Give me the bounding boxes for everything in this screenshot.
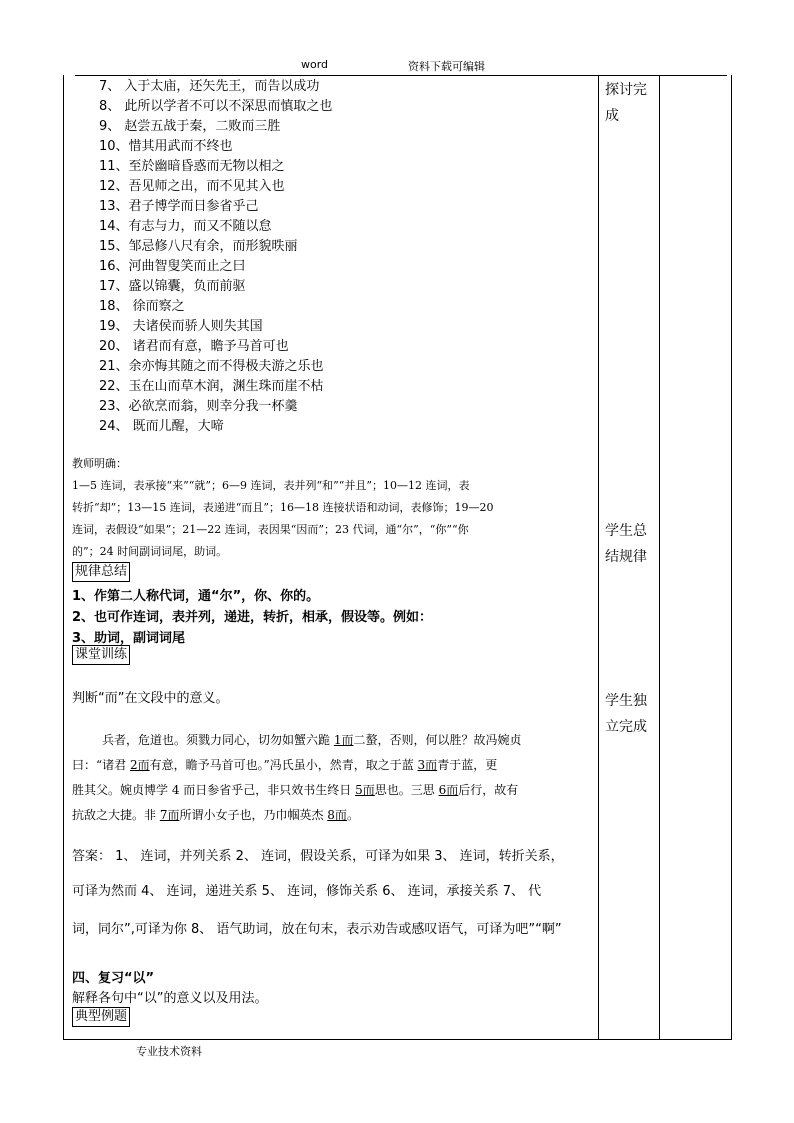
example-item: 18、 徐而察之 [99, 299, 185, 314]
example-item: 20、 诸君而有意，瞻予马首可也 [99, 339, 289, 354]
example-item: 16、河曲智叟笑而止之曰 [99, 259, 246, 274]
page-footer: 专业技术资料 [136, 1045, 202, 1058]
example-item: 17、盛以锦囊，负而前驱 [99, 279, 246, 294]
answer-line: 词，同尔”,可译为你 8、 语气助词，放在句末，表示劝告或感叹语气，可译为吧”“啊” [72, 922, 562, 937]
rule-summary-heading: 规律总结 [72, 562, 130, 582]
example-item: 15、邹忌修八尺有余，而形貌昳丽 [99, 239, 298, 254]
header-right: 资料下载可编辑 [408, 60, 485, 73]
example-item: 11、至於幽暗昏惑而无物以相之 [99, 159, 285, 174]
page-header [0, 58, 794, 74]
activity-note: 学生独 立完成 [605, 693, 647, 735]
passage-line: 胜其父。婉贞博学 4 而日参省乎己，非只效书生终日 5而思也。三思 6而后行，故有 [72, 783, 519, 797]
example-item: 7、 入于太庙，还矢先王，而告以成功 [99, 79, 320, 94]
example-item: 10、惜其用武而不终也 [99, 139, 233, 154]
passage-line: 抗敌之大捷。非 7而所谓小女子也，乃巾帼英杰 8而。 [72, 808, 359, 822]
column-divider [659, 75, 660, 1039]
content-cell [64, 75, 598, 1039]
rule-item: 2、也可作连词，表并列，递进，转折，相承，假设等。例如： [72, 610, 433, 625]
section4-prompt: 解释各句中“以”的意义以及用法。 [72, 991, 268, 1006]
lesson-table [63, 75, 732, 1040]
teacher-line: 转折“却”；13—15 连词，表递进“而且”；16—18 连接状语和动词，表修饰；19—20 [72, 501, 494, 514]
example-item: 8、 此所以学者不可以不深思而慎取之也 [99, 99, 333, 114]
teacher-line: 1—5 连词，表承接“来”“就”；6—9 连词，表并列“和”“并且”；10—12 连词，表 [72, 479, 470, 492]
practice-heading: 课堂训练 [72, 645, 130, 665]
passage-line: 兵者，危道也。须戮力同心，切勿如蟹六跪 1而二螯，否则，何以胜？故冯婉贞 [102, 733, 522, 747]
example-item: 23、必欲烹而翁，则幸分我一杯羹 [99, 399, 298, 414]
rule-item: 1、作第二人称代词，通“尔”，你、你的。 [72, 589, 320, 604]
example-item: 14、有志与力，而又不随以怠 [99, 219, 272, 234]
teacher-label: 教师明确： [72, 457, 127, 470]
example-item: 22、玉在山而草木润，渊生珠而崖不枯 [99, 379, 324, 394]
header-left: word [301, 58, 329, 71]
section4-title: 四、复习“以” [72, 971, 155, 986]
passage-line: 曰：“诸君 2而有意，瞻予马首可也。”冯氏虽小，然青，取之于蓝 3而青于蓝，更 [72, 758, 498, 772]
answer-line: 可译为然而 4、 连词，递进关系 5、 连词，修饰关系 6、 连词，承接关系 7、 代 [72, 884, 542, 899]
example-item: 24、 既而儿醒，大啼 [99, 419, 224, 434]
example-item: 9、 赵尝五战于秦，二败而三胜 [99, 119, 281, 134]
practice-prompt: 判断“而”在文段中的意义。 [72, 691, 229, 706]
example-item: 12、吾见师之出，而不见其入也 [99, 179, 285, 194]
rule-item: 3、助词，副词词尾 [72, 631, 186, 646]
teacher-line: 连词，表假设“如果”；21—22 连词，表因果“因而”；23 代词，通“尔”，“你”“你 [72, 523, 469, 536]
example-item: 19、 夫诸侯而骄人则失其国 [99, 319, 263, 334]
column-divider [598, 75, 599, 1039]
activity-note: 探讨完 成 [605, 82, 647, 124]
example-heading: 典型例题 [72, 1007, 130, 1027]
activity-note: 学生总 结规律 [605, 523, 647, 565]
answer-line: 答案： 1、 连词，并列关系 2、 连词，假设关系，可译为如果 3、 连词，转折关系， [72, 849, 564, 864]
example-item: 13、君子博学而日参省乎己 [99, 199, 259, 214]
teacher-line: 的”；24 时间副词词尾，助词。 [72, 545, 228, 558]
example-item: 21、余亦悔其随之而不得极夫游之乐也 [99, 359, 324, 374]
